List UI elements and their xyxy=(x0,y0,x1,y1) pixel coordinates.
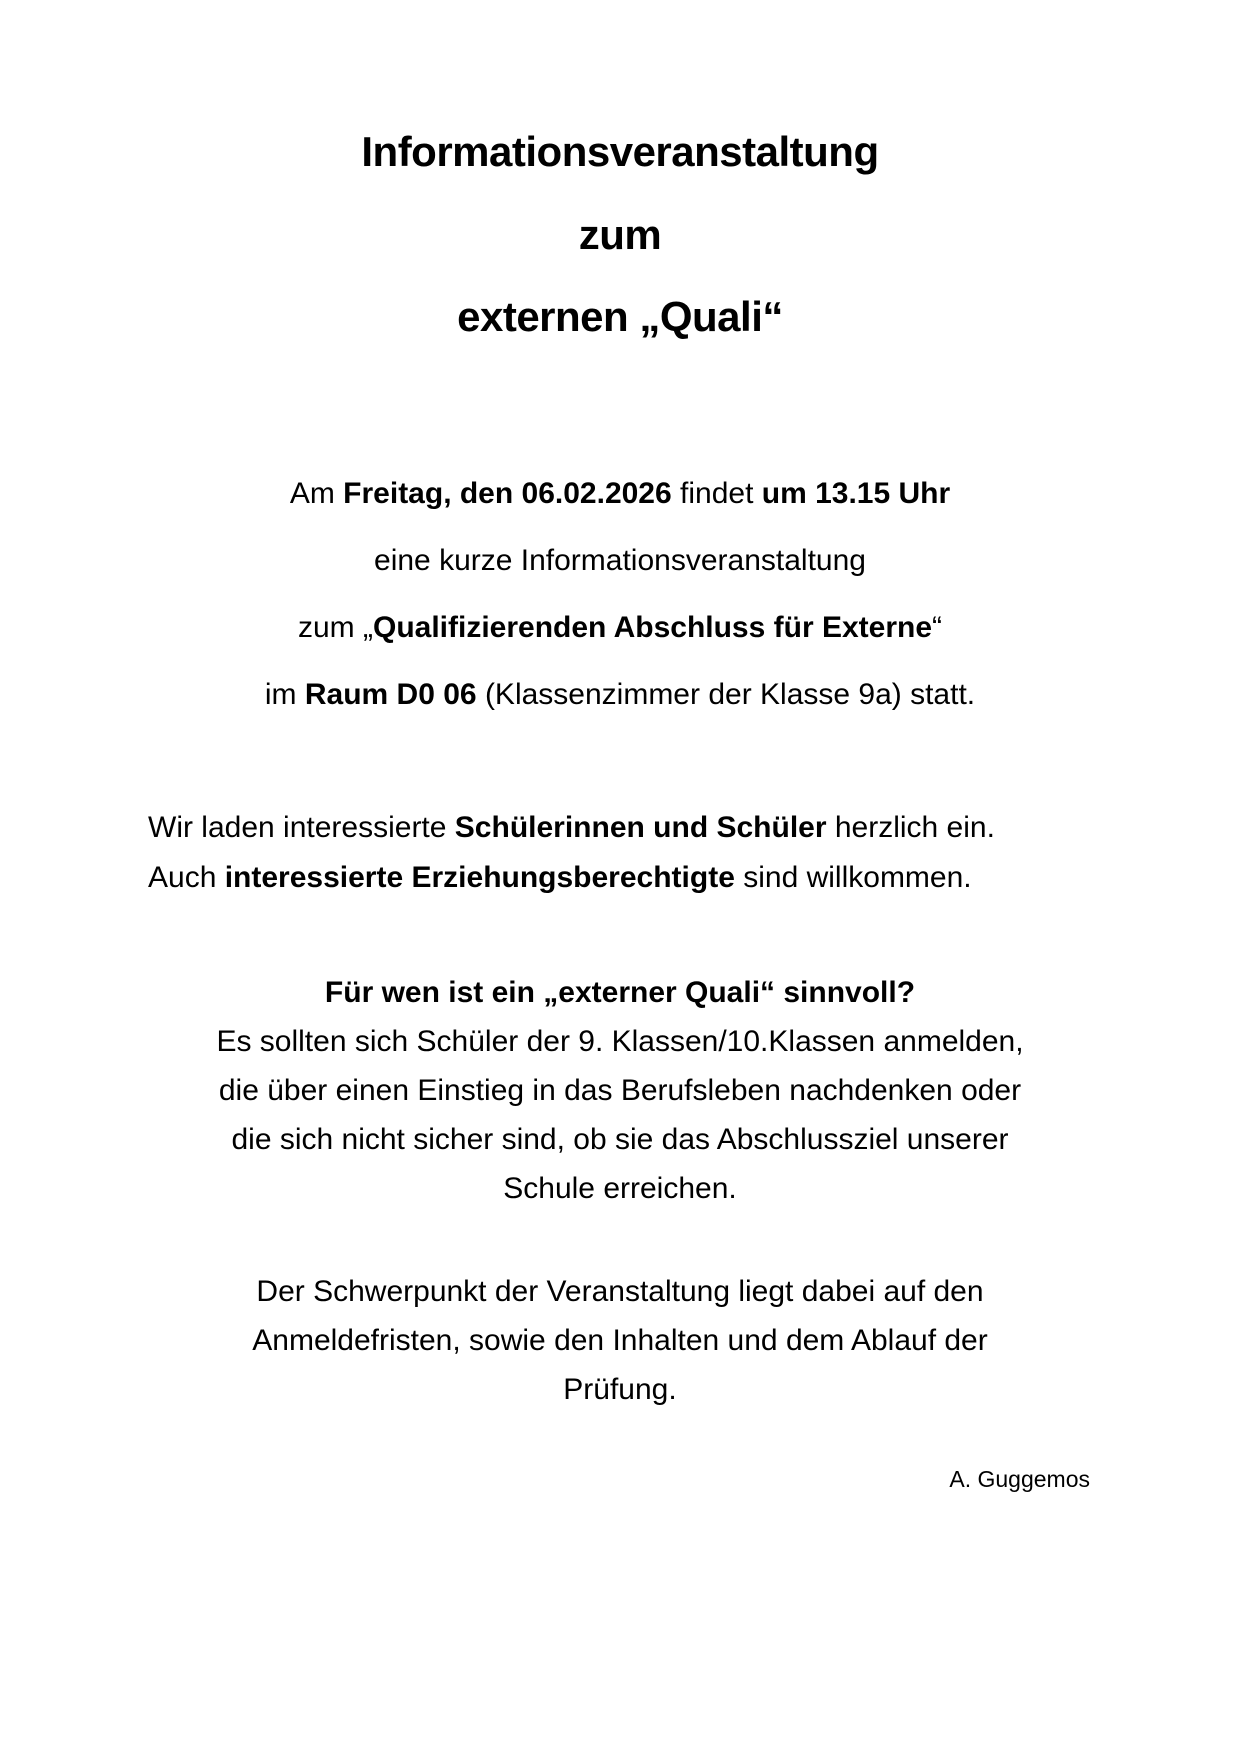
invitation-prefix-1: Wir laden interessierte xyxy=(148,811,455,844)
announcement-prefix: Am xyxy=(289,477,344,510)
target-group-line: die sich nicht sicher sind, ob sie das Abschlussziel unserer xyxy=(231,1123,1009,1156)
announcement-middle: findet xyxy=(671,477,762,510)
target-group-line: die über einen Einstieg in das Berufsleben nachdenken oder xyxy=(218,1074,1022,1107)
room-suffix: (Klassenzimmer der Klasse 9a) statt. xyxy=(476,678,976,711)
invitation-line-2 xyxy=(148,860,972,896)
title-line-3: externen „Quali“ xyxy=(457,293,783,340)
invitation-prefix-2: Auch xyxy=(148,861,225,894)
topic-suffix: “ xyxy=(932,611,943,644)
announcement-line-2: eine kurze Informationsveranstaltung xyxy=(374,544,866,577)
target-group-line: Es sollten sich Schüler der 9. Klassen/10.Klassen anmelden, xyxy=(216,1025,1024,1058)
room-prefix: im xyxy=(264,678,305,711)
title-line-2: zum xyxy=(578,211,662,258)
target-group-heading: Für wen ist ein „externer Quali“ sinnvoll? xyxy=(324,976,916,1009)
focus-line: Anmeldefristen, sowie den Inhalten und dem Ablauf der xyxy=(252,1324,988,1357)
target-group-line: Schule erreichen. xyxy=(503,1172,737,1205)
announcement-line-room xyxy=(0,677,1240,713)
topic-prefix: zum „ xyxy=(297,611,373,644)
event-date: Freitag, den 06.02.2026 xyxy=(343,477,672,510)
invitation-suffix-1: herzlich ein. xyxy=(826,811,995,844)
invitation-line-1 xyxy=(148,810,995,846)
focus-line: Der Schwerpunkt der Veranstaltung liegt dabei auf den xyxy=(256,1275,984,1308)
event-time: um 13.15 Uhr xyxy=(761,477,951,510)
title-line-1: Informationsveranstaltung xyxy=(361,128,879,175)
invitation-audience-guardians: interessierte Erziehungsberechtigte xyxy=(224,861,735,894)
event-room: Raum D0 06 xyxy=(304,678,477,711)
announcement-line-date xyxy=(0,476,1240,512)
signature: A. Guggemos xyxy=(949,1466,1090,1492)
invitation-suffix-2: sind willkommen. xyxy=(734,861,972,894)
event-topic: Qualifizierenden Abschluss für Externe xyxy=(372,611,933,644)
invitation-audience-students: Schülerinnen und Schüler xyxy=(454,811,827,844)
announcement-line-topic xyxy=(0,610,1240,646)
focus-line: Prüfung. xyxy=(563,1373,677,1406)
